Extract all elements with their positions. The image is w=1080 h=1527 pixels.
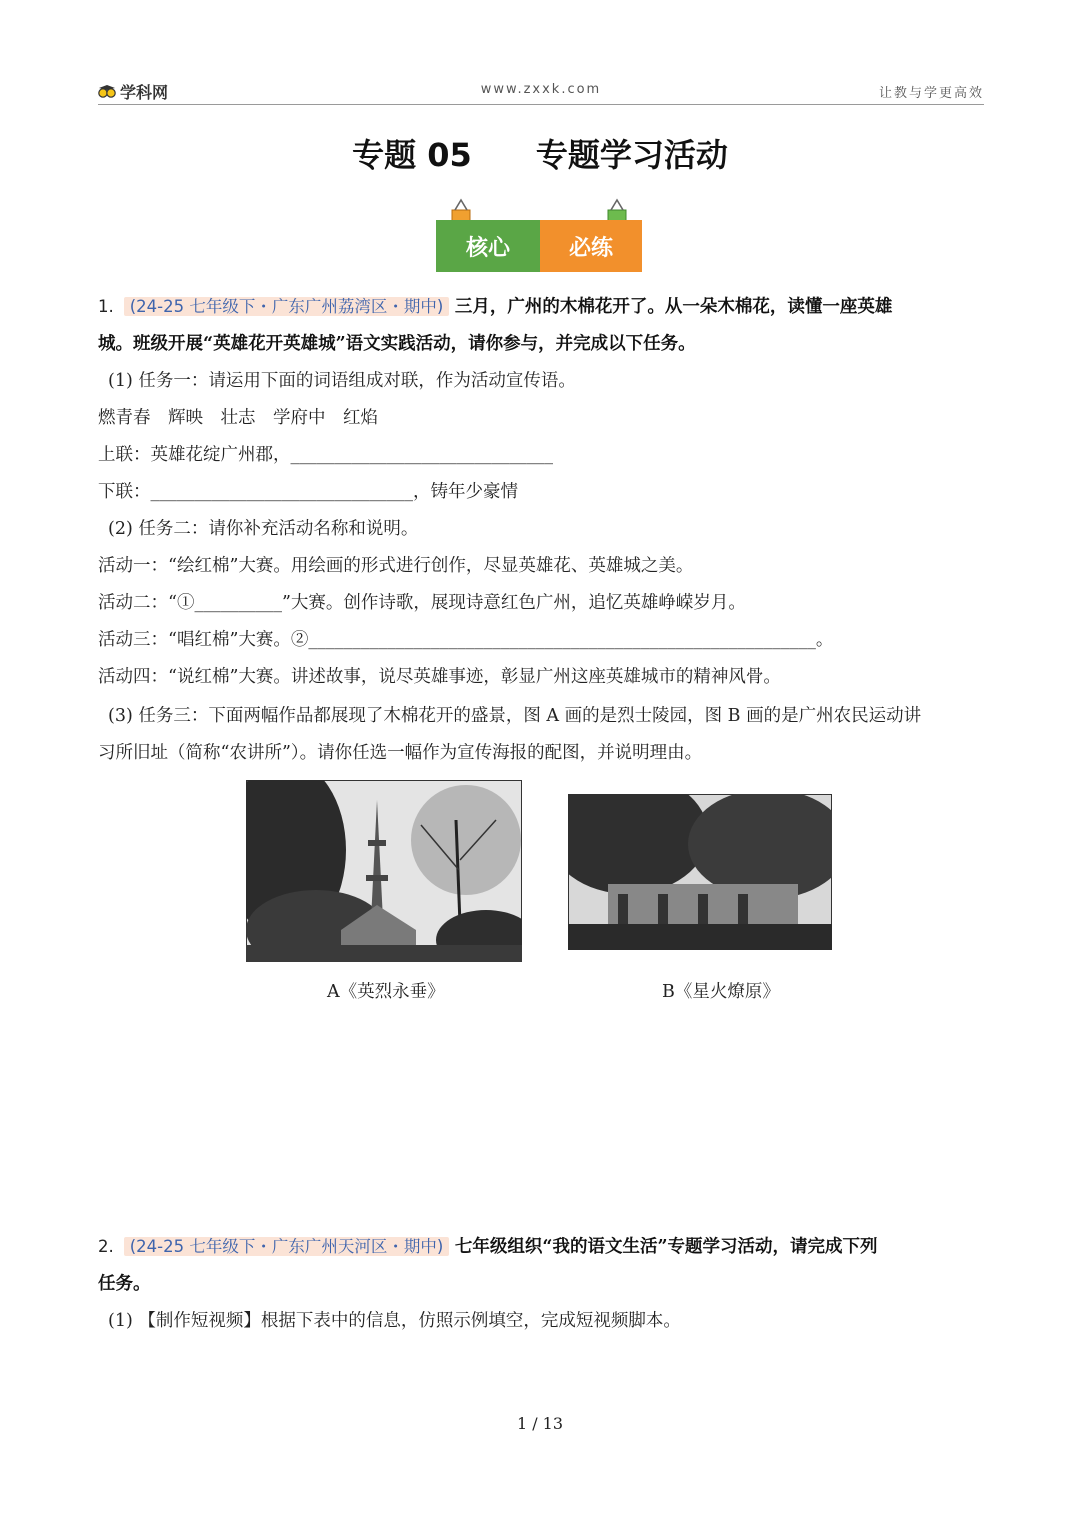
image-b-caption: B《星火燎原》: [662, 982, 780, 1002]
q2-number: 2.: [98, 1237, 114, 1256]
page-header: [98, 78, 984, 105]
image-a-caption: A《英烈永垂》: [327, 982, 445, 1002]
page-number: 1 / 13: [516, 1414, 564, 1433]
q1-activity-3: 活动三：“唱红棉”大赛。②__________________________________________________________。: [98, 630, 834, 650]
q1-activity-2: 活动二：“①__________”大赛。创作诗歌，展现诗意红色广州，追忆英雄峥嵘岁月。: [98, 593, 746, 613]
q1-task3-line-1: (3) 任务三：下面两幅作品都展现了木棉花开的盛景，图 A 画的是烈士陵园，图 B 画的是广州农民运动讲: [108, 706, 922, 726]
q1-task3-line-2: 习所旧址（简称“农讲所”）。请你任选一幅作为宣传海报的配图，并说明理由。: [98, 743, 703, 763]
q2-stem-a: 七年级组织“我的语文生活”专题学习活动，请完成下列: [454, 1237, 878, 1257]
q1-stem-a: 三月，广州的木棉花开了。从一朵木棉花，读懂一座英雄: [454, 297, 893, 317]
badge-left: 核心: [436, 220, 540, 272]
q1-stem-line-1: [98, 294, 892, 320]
image-b-peasant-institute: [568, 794, 832, 950]
image-a-martyrs-cemetery: [246, 780, 522, 962]
q2-source: (24-25 七年级下・广东广州天河区・期中): [124, 1237, 450, 1256]
q1-stem-line-2: 城。班级开展“英雄花开英雄城”语文实践活动，请你参与，并完成以下任务。: [98, 334, 696, 354]
q1-upper-couplet: 上联：英雄花绽广州郡，______________________________: [98, 445, 553, 465]
q1-source: (24-25 七年级下・广东广州荔湾区・期中): [124, 297, 450, 316]
title-part-1: 专题 05: [352, 136, 472, 174]
q1-activity-1: 活动一：“绘红棉”大赛。用绘画的形式进行创作，尽显英雄花、英雄城之美。: [98, 556, 694, 576]
badge-right: 必练: [540, 220, 642, 272]
q1-words: 燃青春 辉映 壮志 学府中 红焰: [98, 408, 378, 428]
title-part-2: 专题学习活动: [535, 136, 728, 174]
q1-task2: (2) 任务二：请你补充活动名称和说明。: [108, 519, 419, 539]
q2-stem-line-2: 任务。: [98, 1274, 151, 1294]
page-title: [0, 130, 1080, 176]
core-practice-badge: [436, 198, 642, 274]
q2-task1: (1) 【制作短视频】根据下表中的信息，仿照示例填空，完成短视频脚本。: [108, 1311, 681, 1331]
q1-number: 1.: [98, 297, 114, 316]
header-slogan: 让教与学更高效: [878, 86, 984, 101]
site-url: www.zxxk.com: [480, 82, 602, 97]
q1-task1: (1) 任务一：请运用下面的词语组成对联，作为活动宣传语。: [108, 371, 576, 391]
q2-stem-line-1: [98, 1234, 878, 1260]
logo-text: 学科网: [120, 83, 169, 102]
q1-activity-4: 活动四：“说红棉”大赛。讲述故事，说尽英雄事迹，彰显广州这座英雄城市的精神风骨。: [98, 667, 781, 687]
q1-lower-couplet: 下联：______________________________，铸年少豪情: [98, 482, 518, 502]
